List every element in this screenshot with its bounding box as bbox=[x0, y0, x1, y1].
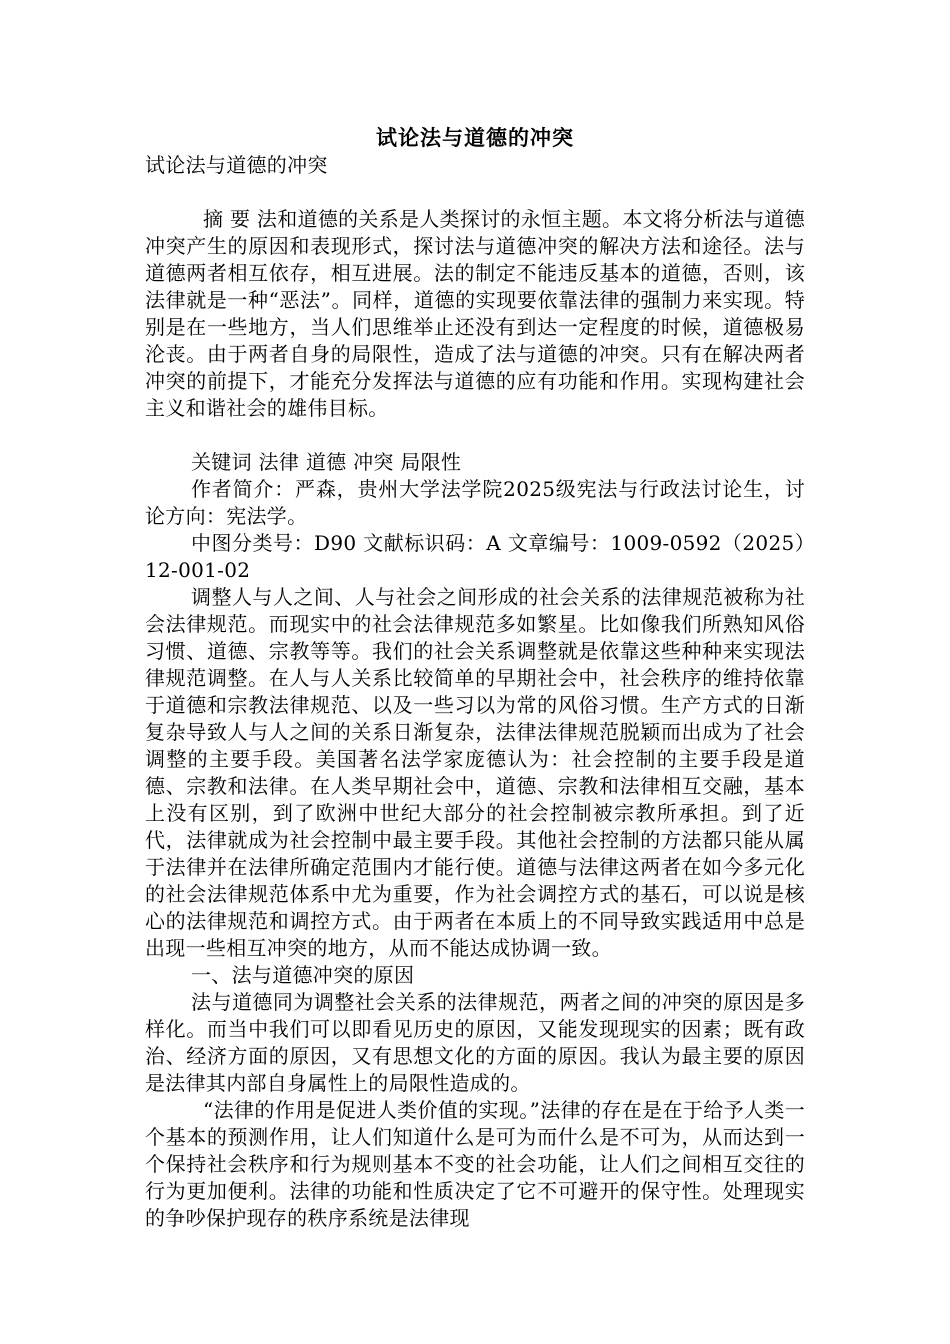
keywords-line: 关键词 法律 道德 冲突 局限性 bbox=[191, 450, 462, 474]
document-title: 试论法与道德的冲突 bbox=[376, 125, 574, 150]
blank-line bbox=[145, 422, 805, 449]
document-subtitle: 试论法与道德的冲突 bbox=[145, 153, 328, 177]
classification-line: 中图分类号：D90 文献标识码：A 文章编号：1009-0592（2025）12-001-02 bbox=[145, 531, 805, 582]
section-paragraph: “法律的作用是促进人类价值的实现。”法律的存在是在于给予人类一个基本的预测作用，让人们知道什么是可为而什么是不可为，从而达到一个保持社会秩序和行为规则基本不变的社会功能，让人们之间相互交往的行为更加便利。法律的功能和性质决定了它不可避开的保守性。处理现实的争吵保护现存的秩序系统是法律现 bbox=[145, 1098, 805, 1230]
abstract-paragraph: 摘 要 法和道德的关系是人类探讨的永恒主题。本文将分析法与道德冲突产生的原因和表现形式，探讨法与道德冲突的解决方法和途径。法与道德两者相互依存，相互进展。法的制定不能违反基本的道德，否则，该法律就是一种“恶法”。同样，道德的实现要依靠法律的强制力来实现。特别是在一些地方，当人们思维举止还没有到达一定程度的时候，道德极易沦丧。由于两者自身的局限性，造成了法与道德的冲突。只有在解决两者冲突的前提下，才能充分发挥法与道德的应有功能和作用。实现构建社会主义和谐社会的雄伟目标。 bbox=[145, 207, 806, 420]
section-paragraph: 法与道德同为调整社会关系的法律规范，两者之间的冲突的原因是多样化。而当中我们可以即看见历史的原因，又能发现现实的因素；既有政治、经济方面的原因，又有思想文化的方面的原因。我认为最主要的原因是法律其内部自身属性上的局限性造成的。 bbox=[145, 990, 805, 1095]
section-heading: 一、法与道德冲突的原因 bbox=[191, 963, 415, 987]
blank-line bbox=[145, 179, 805, 206]
document-body bbox=[145, 152, 805, 1232]
intro-paragraph: 调整人与人之间、人与社会之间形成的社会关系的法律规范被称为社会法律规范。而现实中的社会法律规范多如繁星。比如像我们所熟知风俗习惯、道德、宗教等等。我们的社会关系调整就是依靠这些种种来实现法律规范调整。在人与人关系比较简单的早期社会中，社会秩序的维持依靠于道德和宗教法律规范、以及一些习以为常的风俗习惯。生产方式的日渐复杂导致人与人之间的关系日渐复杂，法律法律规范脱颖而出成为了社会调整的主要手段。美国著名法学家庞德认为：社会控制的主要手段是道德、宗教和法律。在人类早期社会中，道德、宗教和法律相互交融，基本上没有区别，到了欧洲中世纪大部分的社会控制被宗教所承担。到了近代，法律就成为社会控制中最主要手段。其他社会控制的方法都只能从属于法律并在法律所确定范围内才能行使。道德与法律这两者在如今多元化的社会法律规范体系中尤为重要，作为社会调控方式的基石，可以说是核心的法律规范和调控方式。由于两者在本质上的不同导致实践适用中总是出现一些相互冲突的地方，从而不能达成协调一致。 bbox=[145, 585, 805, 960]
author-info: 作者简介：严森，贵州大学法学院2025级宪法与行政法讨论生，讨论方向：宪法学。 bbox=[145, 477, 805, 528]
